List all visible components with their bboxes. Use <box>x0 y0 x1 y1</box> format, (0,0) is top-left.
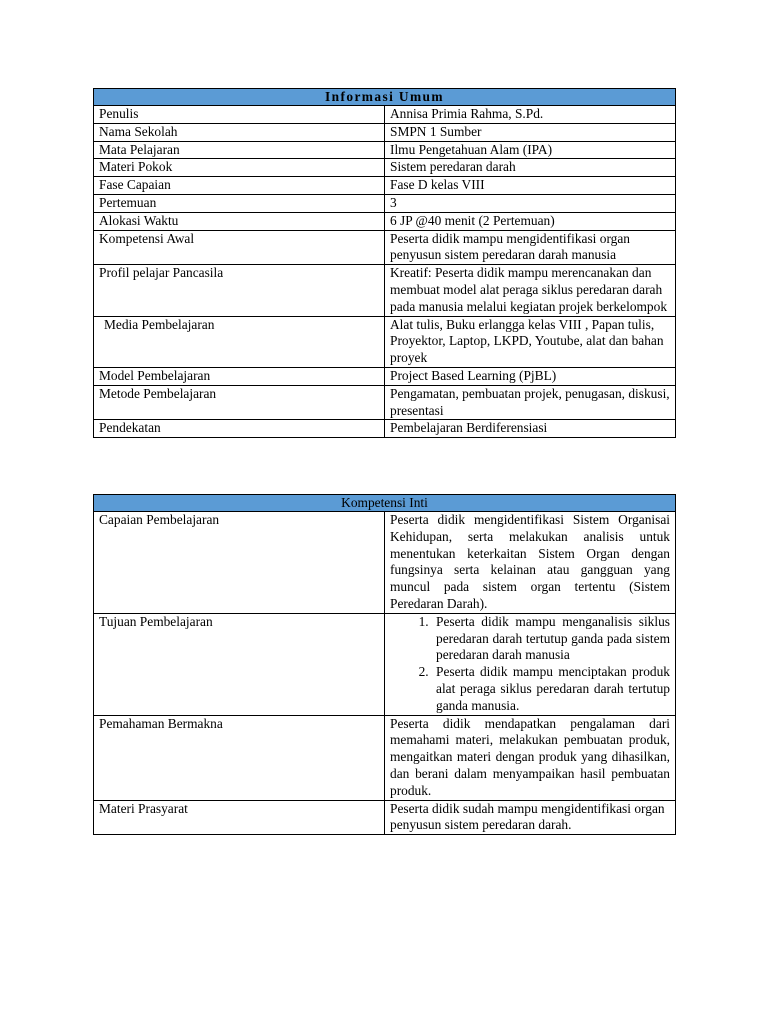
row-label: Media Pembelajaran <box>94 316 385 367</box>
kompetensi-inti-header: Kompetensi Inti <box>94 495 676 512</box>
row-value: 6 JP @40 menit (2 Pertemuan) <box>385 212 676 230</box>
row-label: Materi Prasyarat <box>94 800 385 835</box>
table-row <box>94 316 676 367</box>
row-label: Tujuan Pembelajaran <box>94 613 385 715</box>
row-value-list <box>385 613 676 715</box>
table-row <box>94 367 676 385</box>
row-label: Pendekatan <box>94 420 385 438</box>
row-value: SMPN 1 Sumber <box>385 123 676 141</box>
row-label: Fase Capaian <box>94 177 385 195</box>
row-value: Sistem peredaran darah <box>385 159 676 177</box>
tujuan-list <box>390 614 670 715</box>
row-value: Ilmu Pengetahuan Alam (IPA) <box>385 141 676 159</box>
row-label: Capaian Pembelajaran <box>94 512 385 614</box>
row-label: Profil pelajar Pancasila <box>94 265 385 316</box>
table-row <box>94 106 676 124</box>
row-value: Fase D kelas VIII <box>385 177 676 195</box>
row-label: Pemahaman Bermakna <box>94 715 385 800</box>
row-value: Alat tulis, Buku erlangga kelas VIII , Papan tulis, Proyektor, Laptop, LKPD, Youtube, alat dan bahan proyek <box>385 316 676 367</box>
row-value: Pembelajaran Berdiferensiasi <box>385 420 676 438</box>
table-row <box>94 385 676 420</box>
table-row <box>94 800 676 835</box>
table-row <box>94 512 676 614</box>
row-value: Peserta didik sudah mampu mengidentifikasi organ penyusun sistem peredaran darah. <box>385 800 676 835</box>
table-row <box>94 715 676 800</box>
table-row <box>94 194 676 212</box>
list-item: 2. Peserta didik mampu menciptakan produk alat peraga siklus peredaran darah tertutup ganda manusia. <box>432 664 670 714</box>
table-header-row <box>94 495 676 512</box>
row-value: Peserta didik mengidentifikasi Sistem Organisai Kehidupan, serta melakukan analisis untuk menentukan keterkaitan Sistem Organ dengan fungsinya serta kelainan atau gangguan yang muncul pada sistem organ tertentu (Sistem Peredaran Darah). <box>385 512 676 614</box>
list-item: 1. Peserta didik mampu menganalisis siklus peredaran darah tertutup ganda pada sistem peredaran darah manusia <box>432 614 670 664</box>
table-row <box>94 265 676 316</box>
informasi-umum-table <box>93 88 676 438</box>
table-row <box>94 613 676 715</box>
table-row <box>94 230 676 265</box>
row-label: Kompetensi Awal <box>94 230 385 265</box>
row-label: Model Pembelajaran <box>94 367 385 385</box>
table-header-row <box>94 89 676 106</box>
row-label: Nama Sekolah <box>94 123 385 141</box>
row-label: Pertemuan <box>94 194 385 212</box>
row-label: Metode Pembelajaran <box>94 385 385 420</box>
table-row <box>94 141 676 159</box>
table-row <box>94 212 676 230</box>
row-value: Annisa Primia Rahma, S.Pd. <box>385 106 676 124</box>
kompetensi-inti-table <box>93 494 676 835</box>
table-row <box>94 159 676 177</box>
row-value: Peserta didik mampu mengidentifikasi organ penyusun sistem peredaran darah manusia <box>385 230 676 265</box>
row-value: Pengamatan, pembuatan projek, penugasan, diskusi, presentasi <box>385 385 676 420</box>
row-label: Penulis <box>94 106 385 124</box>
row-label: Mata Pelajaran <box>94 141 385 159</box>
row-value: Project Based Learning (PjBL) <box>385 367 676 385</box>
table-row <box>94 420 676 438</box>
table-row <box>94 123 676 141</box>
table-row <box>94 177 676 195</box>
row-value: 3 <box>385 194 676 212</box>
row-value: Peserta didik mendapatkan pengalaman dari memahami materi, melakukan pembuatan produk, mengaitkan materi dengan produk yang dihasilkan, dan berani dalam menyampaikan hasil pembuatan produk. <box>385 715 676 800</box>
row-value: Kreatif: Peserta didik mampu merencanakan dan membuat model alat peraga siklus peredaran darah pada manusia melalui kegiatan projek berkelompok <box>385 265 676 316</box>
row-label: Alokasi Waktu <box>94 212 385 230</box>
informasi-umum-header: Informasi Umum <box>94 89 676 106</box>
row-label: Materi Pokok <box>94 159 385 177</box>
